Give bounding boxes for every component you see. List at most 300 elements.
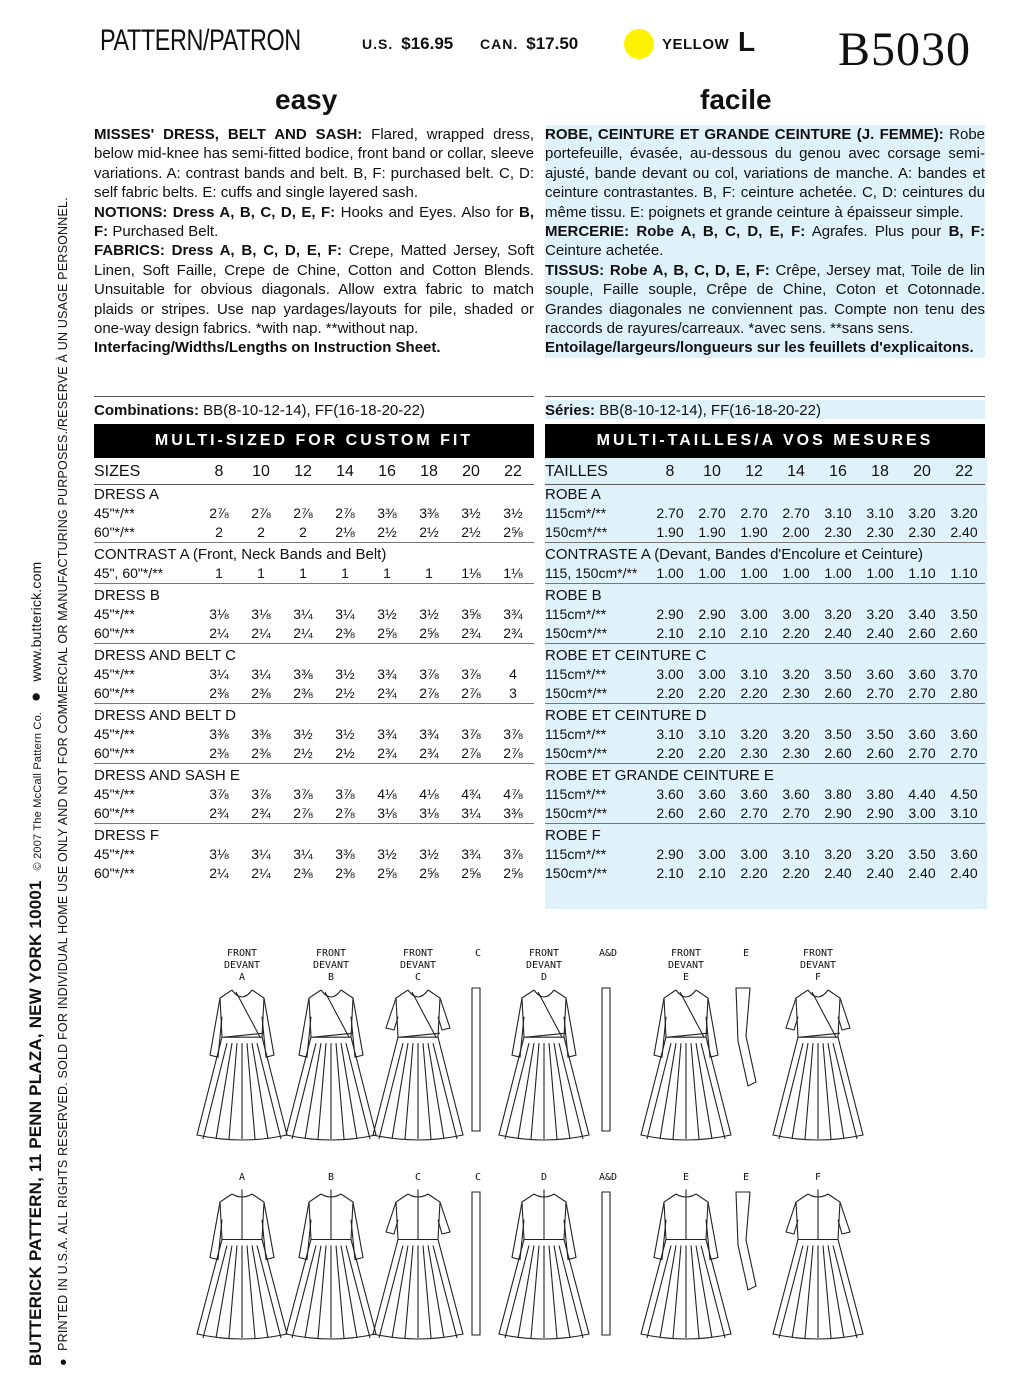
group-title: ROBE ET CEINTURE C	[545, 644, 985, 666]
table-row	[545, 725, 985, 744]
skirt-fold	[779, 1246, 803, 1339]
table-row	[545, 864, 985, 883]
skirt-fold	[531, 1246, 539, 1339]
table-cell: 3.60	[866, 666, 894, 682]
size-header: 18	[408, 458, 450, 485]
interfacing-en: Interfacing/Widths/Lengths on Instruction Sheet.	[94, 339, 441, 357]
neckline	[534, 990, 554, 997]
table-cell: 2.60	[950, 625, 978, 641]
wrap-line	[325, 992, 349, 1037]
skirt-fold	[549, 1246, 557, 1339]
size-header: 16	[817, 458, 859, 485]
group-title-row	[94, 584, 534, 606]
legal-notice: ● PRINTED IN U.S.A. ALL RIGHTS RESERVED. SOLD FOR INDIVIDUAL HOME USE ONLY AND NOT FOR COMMERCIAL OR MANUFACTURING PURPOSES./RESERVE À UN USAGE PERSONNEL.	[56, 197, 70, 1366]
table-cell: 3.60	[950, 726, 978, 742]
table-cell: 2.40	[824, 865, 852, 881]
size-header: 18	[859, 458, 901, 485]
table-cell: 2.80	[950, 685, 978, 701]
table-cell: 2⅝	[377, 625, 397, 641]
neckline	[808, 990, 828, 997]
sash-outline	[736, 988, 756, 1086]
skirt-fold	[701, 1246, 725, 1339]
group-title-row	[94, 704, 534, 726]
table-cell: 3⅜	[251, 726, 271, 742]
table-cell: 3¼	[251, 846, 271, 862]
notions-title-fr: MERCERIE: Robe A, B, C, D, E, F:	[545, 223, 806, 241]
desc-title-fr: ROBE, CEINTURE ET GRANDE CEINTURE (J. FEMME):	[545, 126, 944, 143]
fabric-width: 115cm*/**	[545, 726, 607, 742]
table-cell: 2.60	[908, 625, 936, 641]
skirt-fold	[433, 1043, 457, 1139]
table-cell: 2⅜	[293, 685, 313, 701]
table-cell: 1.90	[656, 524, 684, 540]
table-cell: 3.50	[824, 726, 852, 742]
skirt-fold	[823, 1043, 831, 1139]
table-cell: 2½	[377, 524, 397, 540]
wrap-line	[680, 992, 704, 1037]
table-cell: 2	[257, 524, 265, 540]
group-title: DRESS B	[94, 584, 534, 606]
table-cell: 2.70	[908, 685, 936, 701]
skirt-fold	[823, 1246, 831, 1339]
difficulty-en: easy	[275, 84, 338, 115]
group-title-row	[545, 764, 985, 786]
table-cell: 3.10	[740, 666, 768, 682]
table-row	[545, 523, 985, 543]
fabric-width: 60"*/**	[94, 805, 135, 821]
table-cell: 2⅝	[377, 865, 397, 881]
belt	[526, 1033, 566, 1037]
table-row	[545, 684, 985, 704]
table-cell: 2⅞	[209, 505, 229, 521]
size-header: 14	[324, 458, 366, 485]
table-row	[94, 504, 534, 523]
skirt-fold	[505, 1246, 529, 1339]
fabric-width: 115cm*/**	[545, 786, 607, 802]
table-cell: 2.10	[656, 865, 684, 881]
table-cell: 3.60	[740, 786, 768, 802]
size-header: 22	[492, 458, 534, 485]
skirt-fold	[559, 1246, 583, 1339]
skirt-fold	[379, 1246, 403, 1339]
table-cell: 1	[299, 565, 307, 581]
group-title-row	[94, 824, 534, 846]
can-price	[480, 34, 578, 54]
table-cell: 3¾	[377, 666, 397, 682]
skirt-fold	[805, 1246, 813, 1339]
publisher-address: BUTTERICK PATTERN, 11 PENN PLAZA, NEW YORK 10001 © 2007 The McCall Pattern Co. ● www.butterick.com	[26, 561, 45, 1366]
table-cell: 3⅛	[377, 805, 397, 821]
table-row	[545, 624, 985, 644]
table-cell: 2.90	[656, 606, 684, 622]
table-cell: 3¾	[377, 726, 397, 742]
description-en: MISSES' DRESS, BELT AND SASH: Flared, wrapped dress, below mid-knee has semi-fitted bodice, front band or collar, sleeve variations. A: contrast bands and belt. B, F: purchased belt. C, D: self fabric belts. E: cuffs and single layered sash. NOTIONS: Dress A, B, C, D, E, F: Hooks and Eyes. Also for B, F: Purchased Belt. FABRICS: Dress A, B, C, D, E, F: Crepe, Matted Jersey, Soft Linen, Soft Faille, Crepe de Chine, Cotton and Cotton Blends. Unsuitable for obvious diagonals. Allow extra fabric to match plaids or stripes. Use nap yardages/layouts for pile, shaded or one-way design fabrics. *with nap. **without nap. Interfacing/Widths/Lengths on Instruction Sheet.	[94, 126, 535, 357]
table-cell: 2.30	[824, 524, 852, 540]
table-cell: 2⅞	[293, 505, 313, 521]
table-cell: 3½	[335, 726, 355, 742]
belt-sketch	[588, 1190, 628, 1335]
table-cell: 1.00	[782, 565, 810, 581]
table-cell: 2.00	[782, 524, 810, 540]
table-cell: 1	[383, 565, 391, 581]
table-cell: 3½	[335, 666, 355, 682]
skirt-fold	[673, 1043, 681, 1139]
fabric-width: 45", 60"*/**	[94, 565, 164, 581]
table-cell: 3.50	[824, 666, 852, 682]
table-cell: 2¼	[293, 625, 313, 641]
table-cell: 3⅞	[503, 846, 523, 862]
table-cell: 2.20	[698, 745, 726, 761]
table-cell: 2.10	[698, 865, 726, 881]
table-cell: 2.20	[740, 685, 768, 701]
table-cell: 3.20	[950, 505, 978, 521]
table-row	[545, 665, 985, 684]
can-price-value: $17.50	[526, 34, 579, 53]
table-cell: 4	[509, 666, 517, 682]
table-cell: 3.80	[824, 786, 852, 802]
skirt-fold	[505, 1043, 529, 1139]
skirt-fold	[833, 1043, 857, 1139]
table-cell: 2.70	[866, 685, 894, 701]
table-cell: 2.60	[698, 805, 726, 821]
size-header: 8	[198, 458, 240, 485]
group-title: DRESS AND BELT C	[94, 644, 534, 666]
table-cell: 3⅛	[419, 805, 439, 821]
table-cell: 2.90	[656, 846, 684, 862]
table-cell: 3¼	[293, 846, 313, 862]
table-cell: 1	[425, 565, 433, 581]
table-cell: 3⅞	[251, 786, 271, 802]
skirt-fold	[318, 1246, 326, 1339]
table-cell: 2.40	[866, 865, 894, 881]
skirt-fold	[392, 1043, 408, 1139]
table-cell: 2.70	[950, 745, 978, 761]
yardage-table-en	[94, 458, 534, 883]
table-cell: 3.60	[782, 786, 810, 802]
skirt-fold	[428, 1246, 444, 1339]
table-cell: 2⅜	[335, 625, 355, 641]
sketch-label-front: FRONT DEVANT F	[799, 948, 837, 983]
table-row	[94, 845, 534, 864]
belt	[224, 1033, 264, 1037]
table-cell: 2.40	[866, 625, 894, 641]
group-title: DRESS AND SASH E	[94, 764, 534, 786]
table-cell: 3¼	[461, 805, 481, 821]
belt-outline	[602, 1192, 610, 1335]
skirt-fold	[229, 1246, 237, 1339]
group-title: ROBE A	[545, 486, 601, 503]
table-row	[545, 605, 985, 624]
table-cell: 2½	[293, 745, 313, 761]
description-fr: ROBE, CEINTURE ET GRANDE CEINTURE (J. FEMME): Robe portefeuille, évasée, au-dessous du genou avec corsage semi-ajusté, bande devant ou col, variations de manche. A: bandes et ceinture contrastantes. B, F: ceinture achetée. C, D: ceintures du même tissu. E: poignets et grande ceinture à épaisseur simple. MERCERIE: Robe A, B, C, D, E, F: Agrafes. Plus pour B, F: Ceinture achetée. TISSUS: Robe A, B, C, D, E, F: Crêpe, Jersey mat, Toile de lin souple, Faille souple, Crêpe de Chine, Coton et Cotonnade. Grandes diagonales ne conviennent pas. Compte non tenu des raccords de rayures/carreaux. *avec sens. **sans sens. Entoilage/largeurs/longueurs sur les feuillets d'explicaitons.	[545, 126, 985, 357]
neckline	[232, 990, 252, 997]
skirt-fold	[405, 1246, 413, 1339]
dress-front-sketch	[363, 986, 473, 1145]
table-cell: 2⅜	[251, 745, 271, 761]
fabric-width: 150cm*/**	[545, 524, 608, 540]
table-cell: 2.70	[698, 505, 726, 521]
table-cell: 3½	[293, 726, 313, 742]
pattern-number: B5030	[838, 23, 972, 76]
fabric-width: 60"*/**	[94, 685, 135, 701]
table-cell: 2⅞	[251, 505, 271, 521]
table-cell: 2.20	[656, 685, 684, 701]
table-cell: 3.00	[782, 606, 810, 622]
table-cell: 2.30	[740, 745, 768, 761]
table-cell: 1	[341, 565, 349, 581]
sketch-label-front: FRONT DEVANT D	[525, 948, 563, 983]
table-cell: 4⅞	[503, 786, 523, 802]
table-cell: 3⅜	[503, 805, 523, 821]
sketch-label-back: E	[682, 1172, 690, 1183]
divider	[545, 396, 985, 397]
skirt-fold	[423, 1043, 431, 1139]
table-cell: 2¾	[461, 625, 481, 641]
sketch-label-front: A&D	[598, 948, 618, 959]
fabric-width: 150cm*/**	[545, 625, 608, 641]
group-title: DRESS F	[94, 824, 534, 846]
group-title-row	[94, 543, 534, 565]
dress-back-sketch	[763, 1190, 873, 1344]
table-row	[94, 744, 534, 764]
table-cell: 2⅜	[335, 865, 355, 881]
table-cell: 2⅞	[503, 745, 523, 761]
table-cell: 3⅞	[461, 726, 481, 742]
table-cell: 3.00	[656, 666, 684, 682]
table-row	[94, 564, 534, 584]
table-cell: 3.00	[740, 606, 768, 622]
table-cell: 4⅛	[419, 786, 439, 802]
table-row	[545, 564, 985, 584]
skirt-fold	[336, 1246, 344, 1339]
table-cell: 2.40	[824, 625, 852, 641]
table-cell: 3.00	[740, 846, 768, 862]
table-cell: 3.10	[866, 505, 894, 521]
table-cell: 3⅛	[251, 606, 271, 622]
fabric-width: 45"*/**	[94, 666, 135, 682]
table-cell: 3.80	[866, 786, 894, 802]
table-cell: 2.30	[908, 524, 936, 540]
table-cell: 3.20	[908, 505, 936, 521]
table-cell: 3⅞	[419, 666, 439, 682]
skirt-fold	[318, 1043, 326, 1139]
table-cell: 3⅞	[335, 786, 355, 802]
skirt-fold	[691, 1246, 699, 1339]
table-cell: 3⅜	[335, 846, 355, 862]
table-cell: 3.20	[824, 606, 852, 622]
table-row	[94, 605, 534, 624]
table-cell: 3.50	[950, 606, 978, 622]
sash-sketch	[726, 1190, 766, 1290]
table-cell: 2.30	[866, 524, 894, 540]
group-title-row	[94, 485, 534, 505]
fabric-width: 150cm*/**	[545, 805, 608, 821]
table-cell: 2⅜	[209, 745, 229, 761]
skirt-fold	[549, 1043, 557, 1139]
table-cell: 3⅞	[209, 786, 229, 802]
skirt-fold	[433, 1246, 457, 1339]
table-cell: 3¼	[293, 606, 313, 622]
table-cell: 2½	[419, 524, 439, 540]
group-title: ROBE B	[545, 584, 985, 606]
sketch-label-front: E	[742, 948, 750, 959]
table-cell: 3.60	[950, 846, 978, 862]
fabrics-title-fr: TISSUS: Robe A, B, C, D, E, F:	[545, 261, 770, 279]
dress-front-sketch	[763, 986, 873, 1145]
sash-outline	[736, 1192, 756, 1290]
table-cell: 2½	[335, 745, 355, 761]
dress-front-sketch	[489, 986, 599, 1145]
skirt-fold	[828, 1246, 844, 1339]
table-cell: 3.20	[740, 726, 768, 742]
skirt-fold	[379, 1043, 403, 1139]
table-row	[94, 725, 534, 744]
skirt-fold	[701, 1043, 725, 1139]
table-cell: 2⅜	[251, 685, 271, 701]
table-cell: 2⅞	[461, 745, 481, 761]
size-header: 10	[691, 458, 733, 485]
fabric-width: 45"*/**	[94, 786, 135, 802]
table-cell: 1	[257, 565, 265, 581]
skirt-fold	[336, 1043, 344, 1139]
group-title-row	[545, 584, 985, 606]
table-cell: 4.40	[908, 786, 936, 802]
table-cell: 3.20	[782, 666, 810, 682]
copyright: © 2007 The McCall Pattern Co.	[32, 711, 44, 871]
table-cell: 3.20	[824, 846, 852, 862]
sizing-bar-fr: MULTI-TAILLES/A VOS MESURES	[545, 424, 985, 458]
sketch-label-back: C	[474, 1172, 482, 1183]
table-cell: 2.10	[698, 625, 726, 641]
belt	[400, 1033, 440, 1037]
sash-sketch	[726, 986, 766, 1086]
table-cell: 3⅞	[461, 666, 481, 682]
group-title-row	[545, 704, 985, 726]
us-price	[362, 34, 453, 54]
combinations-en: Combinations: BB(8-10-12-14), FF(16-18-20-22)	[94, 402, 425, 419]
table-cell: 1.10	[908, 565, 936, 581]
table-cell: 3⅜	[377, 505, 397, 521]
skirt-fold	[292, 1043, 316, 1139]
sizes-header-row	[545, 458, 985, 485]
table-cell: 2⅛	[335, 524, 355, 540]
sketch-label-back: D	[540, 1172, 548, 1183]
table-cell: 3.60	[908, 666, 936, 682]
sketch-label-back: E	[742, 1172, 750, 1183]
table-cell: 1.00	[866, 565, 894, 581]
group-title-row	[545, 543, 985, 565]
skirt-fold	[392, 1246, 408, 1339]
skirt-fold	[828, 1043, 844, 1139]
table-cell: 3½	[503, 505, 523, 521]
size-header: 8	[649, 458, 691, 485]
table-cell: 2¾	[209, 805, 229, 821]
us-price-value: $16.95	[401, 34, 454, 53]
sketch-label-front: FRONT DEVANT B	[312, 948, 350, 983]
skirt-fold	[792, 1043, 808, 1139]
table-cell: 3⅜	[293, 666, 313, 682]
neckline	[676, 990, 696, 997]
table-cell: 2⅝	[461, 865, 481, 881]
table-cell: 3⅛	[209, 606, 229, 622]
combinations-fr: Séries: BB(8-10-12-14), FF(16-18-20-22)	[545, 400, 985, 419]
sketch-label-front: FRONT DEVANT A	[223, 948, 261, 983]
group-title-row	[545, 644, 985, 666]
table-cell: 1.00	[740, 565, 768, 581]
table-cell: 3¼	[209, 666, 229, 682]
table-row	[94, 864, 534, 883]
sketch-label-back: F	[814, 1172, 822, 1183]
skirt-fold	[833, 1246, 857, 1339]
table-cell: 3.20	[782, 726, 810, 742]
group-title: DRESS A	[94, 486, 160, 503]
fabric-width: 45"*/**	[94, 846, 135, 862]
skirt-fold	[691, 1043, 699, 1139]
table-cell: 3.40	[908, 606, 936, 622]
table-cell: 2⅞	[293, 805, 313, 821]
size-header: 14	[775, 458, 817, 485]
table-row	[94, 684, 534, 704]
neckline	[321, 990, 341, 997]
table-row	[94, 523, 534, 543]
table-cell: 3⅞	[293, 786, 313, 802]
website-link[interactable]: www.butterick.com	[28, 561, 44, 682]
table-cell: 2.90	[698, 606, 726, 622]
skirt-fold	[647, 1043, 671, 1139]
skirt-fold	[423, 1246, 431, 1339]
table-row	[94, 624, 534, 644]
size-code: L	[738, 26, 756, 57]
belt	[668, 1033, 708, 1037]
table-cell: 3.20	[866, 606, 894, 622]
table-cell: 2⅝	[419, 865, 439, 881]
size-header: 12	[282, 458, 324, 485]
size-header: 22	[943, 458, 985, 485]
group-title: DRESS AND BELT D	[94, 704, 534, 726]
skirt-fold	[292, 1246, 316, 1339]
table-cell: 4¾	[461, 786, 481, 802]
table-cell: 2⅞	[335, 505, 355, 521]
table-cell: 2.30	[782, 685, 810, 701]
skirt-fold	[247, 1246, 255, 1339]
table-cell: 2.40	[950, 865, 978, 881]
belt	[800, 1033, 840, 1037]
table-cell: 2¼	[251, 865, 271, 881]
table-cell: 1.90	[740, 524, 768, 540]
group-title-row	[94, 764, 534, 786]
skirt-fold	[779, 1043, 803, 1139]
size-header: 16	[366, 458, 408, 485]
skirt-fold	[229, 1043, 237, 1139]
group-title: ROBE F	[545, 824, 985, 846]
fabric-width: 60"*/**	[94, 625, 135, 641]
table-cell: 2.90	[824, 805, 852, 821]
table-cell: 2.60	[824, 745, 852, 761]
group-title: CONTRASTE A (Devant, Bandes d'Encolure et Ceinture)	[545, 543, 985, 565]
table-cell: 2⅜	[293, 865, 313, 881]
belt-outline	[602, 988, 610, 1131]
fabric-width: 115cm*/**	[545, 606, 607, 622]
table-cell: 3.00	[698, 846, 726, 862]
brand-label: PATTERN/PATRON	[100, 24, 301, 57]
sizes-header-row	[94, 458, 534, 485]
table-cell: 3	[509, 685, 517, 701]
table-cell: 3⅜	[419, 505, 439, 521]
table-cell: 3.10	[824, 505, 852, 521]
skirt-fold	[805, 1043, 813, 1139]
skirt-fold	[203, 1246, 227, 1339]
sketch-label-back: A	[238, 1172, 246, 1183]
